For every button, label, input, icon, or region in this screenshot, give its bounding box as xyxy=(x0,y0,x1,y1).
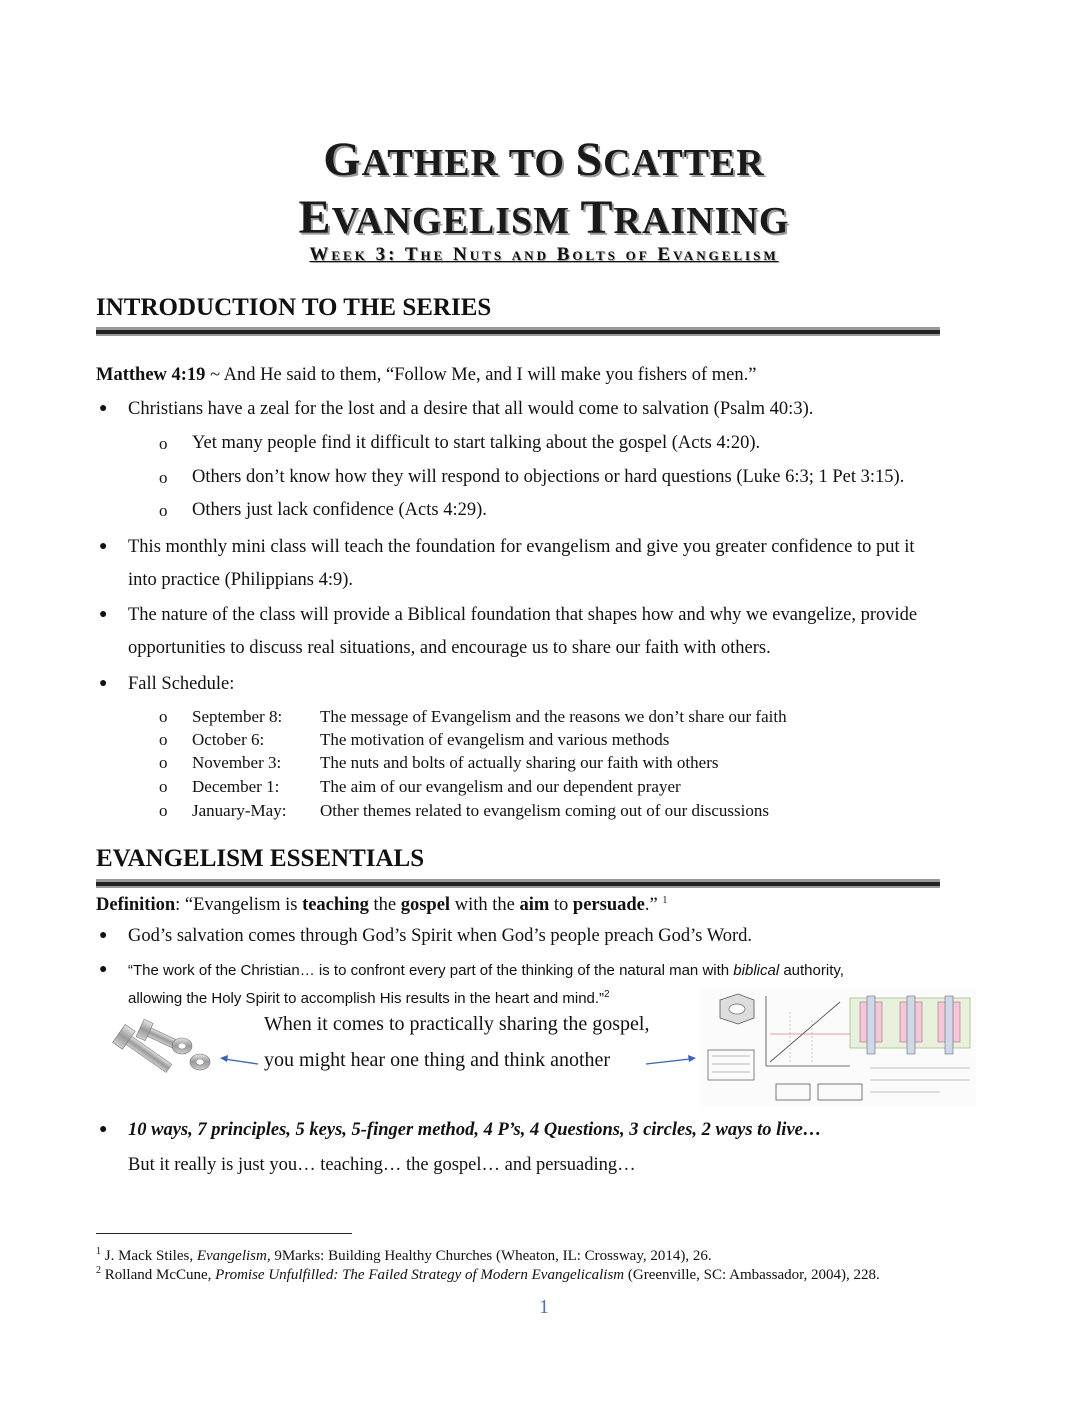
footnote-divider xyxy=(96,1233,352,1234)
schedule-date: January-May: xyxy=(192,801,287,820)
bullet-icon: ● xyxy=(99,1122,108,1137)
quote-line-cont: allowing the Holy Spirit to accomplish His results in the heart and mind.”$^2$ xyxy=(128,989,610,1007)
circle-bullet-icon: o xyxy=(159,707,168,726)
page-number: 1 xyxy=(539,1296,549,1318)
bullet-icon: ● xyxy=(99,539,108,554)
verse-ref: Matthew 4:19 xyxy=(96,365,206,385)
bullet-text: This monthly mini class will teach the foundation for evangelism and give you greater confidence to put it xyxy=(128,537,915,557)
subtitle: Week 3: The Nuts and Bolts of Evangelism xyxy=(309,244,779,265)
image-caption-2: you might hear one thing and think another xyxy=(264,1049,611,1071)
bullet-text-cont: opportunities to discuss real situations, and encourage us to share our faith with others. xyxy=(128,638,771,658)
section-heading-intro: INTRODUCTION TO THE SERIES xyxy=(96,294,492,321)
circle-bullet-icon: o xyxy=(159,753,168,772)
circle-bullet-icon: o xyxy=(159,434,168,453)
footnote-1: $^1$ J. Mack Stiles, Evangelism, 9Marks: Building Healthy Churches (Wheaton, IL: Crossway, 2014), 26. xyxy=(96,1246,712,1264)
title-line-2: EVANGELISM TRAINING xyxy=(298,191,790,244)
bullet-text: God’s salvation comes through God’s Spirit when God’s people preach God’s Word. xyxy=(128,926,753,946)
bullet-icon: ● xyxy=(99,928,108,943)
schedule-date: December 1: xyxy=(192,777,280,796)
bullet-text: Fall Schedule: xyxy=(128,674,235,694)
bullet-icon: ● xyxy=(99,676,108,691)
quote-line: “The work of the Christian… is to confront every part of the thinking of the natural man with biblical authority, xyxy=(128,962,844,979)
circle-bullet-icon: o xyxy=(159,801,168,820)
bolt-engineering-diagram xyxy=(700,988,976,1106)
methods-summary: But it really is just you… teaching… the gospel… and persuading… xyxy=(128,1155,636,1175)
nuts-bolts-image xyxy=(108,1018,218,1080)
circle-bullet-icon: o xyxy=(159,730,168,749)
sub-bullet-text: Others just lack confidence (Acts 4:29). xyxy=(192,500,487,520)
section-rule xyxy=(96,327,940,336)
bullet-icon: ● xyxy=(99,607,108,622)
arrow-left-icon xyxy=(218,1052,260,1070)
definition-line: Definition: “Evangelism is teaching the gospel with the aim to persuade.” $^1$ xyxy=(96,895,668,916)
sub-bullet-text: Yet many people find it difficult to start talking about the gospel (Acts 4:20). xyxy=(192,433,761,453)
footnote-2: $^2$ Rolland McCune, Promise Unfulfilled: The Failed Strategy of Modern Evangelicalism (Greenville, SC: Ambassador, 2004), 228. xyxy=(96,1265,880,1283)
arrow-right-icon xyxy=(644,1050,698,1068)
image-caption-1: When it comes to practically sharing the gospel, xyxy=(264,1013,650,1035)
footnote-ref[interactable]: 1 xyxy=(662,895,668,906)
schedule-topic: The aim of our evangelism and our dependent prayer xyxy=(320,777,681,796)
schedule-topic: The message of Evangelism and the reasons we don’t share our faith xyxy=(320,707,787,726)
schedule-date: September 8: xyxy=(192,707,283,726)
bullet-text: Christians have a zeal for the lost and a desire that all would come to salvation (Psalm 40:3). xyxy=(128,399,814,419)
schedule-date: November 3: xyxy=(192,753,282,772)
bullet-icon: ● xyxy=(99,962,108,977)
circle-bullet-icon: o xyxy=(159,777,168,796)
verse-text: ~ And He said to them, “Follow Me, and I will make you fishers of men.” xyxy=(205,365,757,385)
sub-bullet-text: Others don’t know how they will respond to objections or hard questions (Luke 6:3; 1 Pet 3:15). xyxy=(192,467,905,487)
schedule-topic: The motivation of evangelism and various methods xyxy=(320,730,670,749)
schedule-date: October 6: xyxy=(192,730,265,749)
title-line-1: GATHER TO SCATTER xyxy=(323,133,765,186)
schedule-topic: Other themes related to evangelism coming out of our discussions xyxy=(320,801,769,820)
section-rule xyxy=(96,879,940,888)
bullet-icon: ● xyxy=(99,401,108,416)
circle-bullet-icon: o xyxy=(159,501,168,520)
section-heading-essentials: EVANGELISM ESSENTIALS xyxy=(96,845,425,872)
verse-line xyxy=(96,363,756,387)
footnote-ref[interactable]: 2 xyxy=(604,989,610,1000)
methods-list: 10 ways, 7 principles, 5 keys, 5-finger method, 4 P’s, 4 Questions, 3 circles, 2 ways to live… xyxy=(128,1120,822,1140)
schedule-topic: The nuts and bolts of actually sharing our faith with others xyxy=(320,753,719,772)
bullet-text: The nature of the class will provide a Biblical foundation that shapes how and why we evangelize, provide xyxy=(128,605,918,625)
bullet-text-cont: into practice (Philippians 4:9). xyxy=(128,570,354,590)
circle-bullet-icon: o xyxy=(159,468,168,487)
